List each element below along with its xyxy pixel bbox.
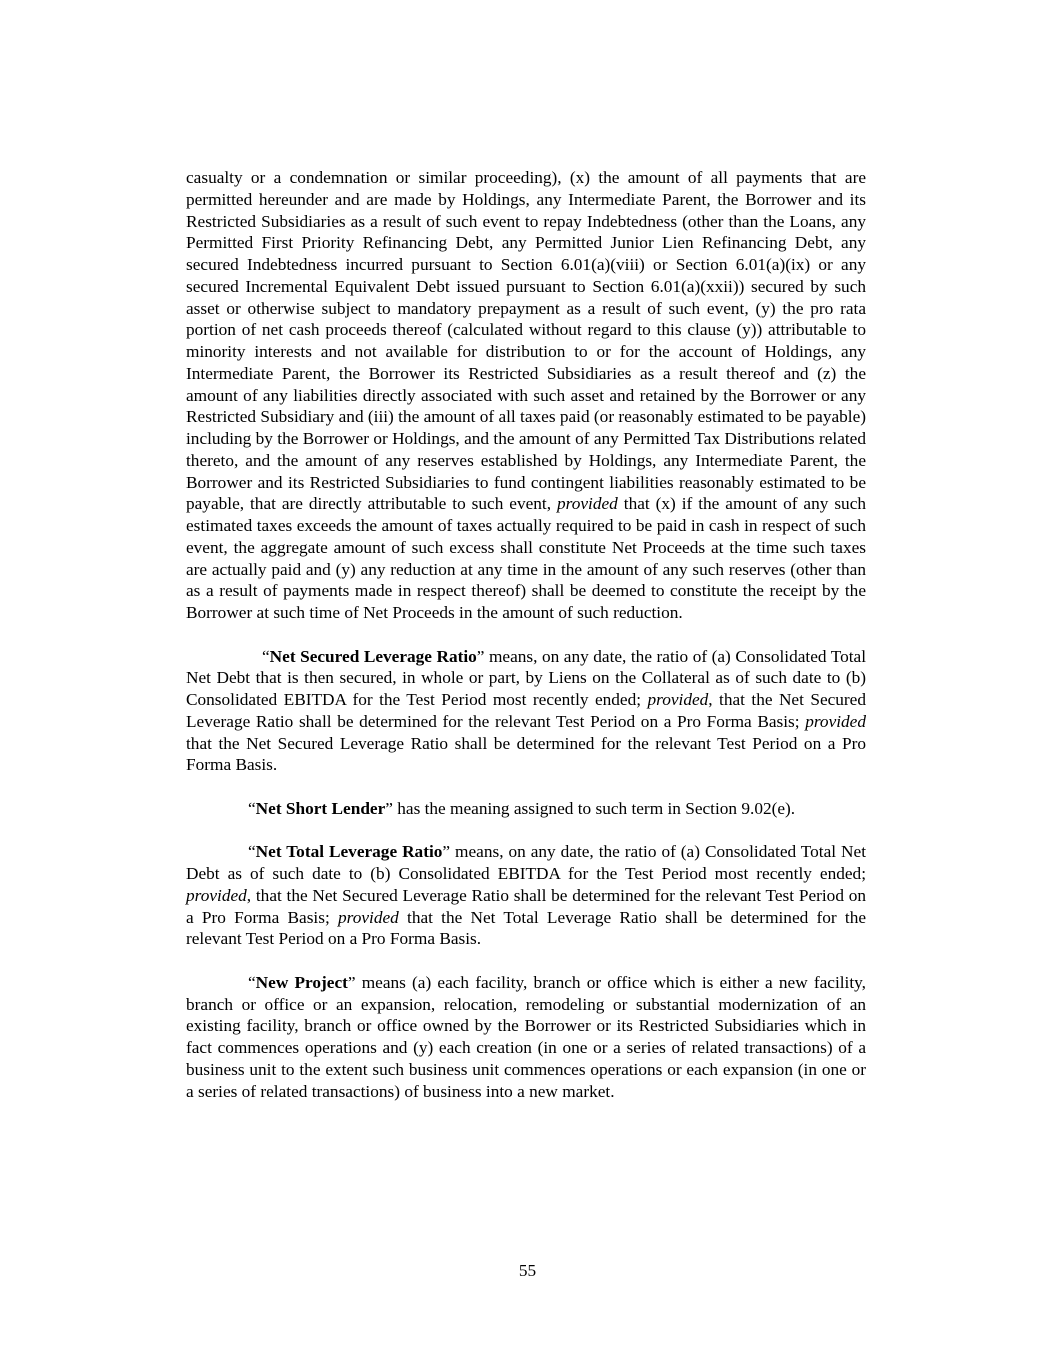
- definition-text: , that the Net Secured Leverage Ratio shall be determined for the relevant Test Period on a Pro Forma Basis;: [186, 885, 866, 927]
- definition-text: ” means, on any date, the ratio of (a) Consolidated Total Net Debt as of such date to (b) Consolidated EBITDA for the Test Period most recently ended;: [186, 842, 866, 883]
- definition-net-total-leverage-ratio: [186, 841, 866, 950]
- net-proceeds-continuation-paragraph: [186, 167, 866, 624]
- defined-term: Net Short Lender: [255, 798, 386, 818]
- open-quote: “: [248, 798, 256, 818]
- paragraph-text: that (x) if the amount of any such estimated taxes exceeds the amount of taxes actually required to be paid in cash in respect of such event, the aggregate amount of such excess shall constitute Net Proceeds at the time such taxes are actually paid and (y) any reduction at any time in the amount of any such reserves (other than as a result of payments made in respect thereof) shall be deemed to constitute the receipt by the Borrower at such time of Net Proceeds in the amount of such reduction.: [186, 494, 867, 622]
- open-quote: “: [248, 972, 256, 992]
- open-quote: “: [248, 842, 256, 862]
- definition-text: that the Net Total Leverage Ratio shall be determined for the relevant Test Period on a Pro Forma Basis.: [186, 907, 866, 949]
- defined-term: New Project: [255, 972, 348, 992]
- provided-italic: provided: [338, 907, 399, 927]
- definition-net-secured-leverage-ratio: [186, 646, 866, 777]
- definition-net-short-lender: [186, 798, 866, 820]
- paragraph-text: casualty or a condemnation or similar proceeding), (x) the amount of all payments that are permitted hereunder and are made by Holdings, any Intermediate Parent, the Borrower and its Restricted Subsidiaries as a result of such event to repay Indebtedness (other than the Loans, any Permitted First Priority Refinancing Debt, any Permitted Junior Lien Refinancing Debt, any secured Indebtedness incurred pursuant to Section 6.01(a)(viii) or Section 6.01(a)(ix) or any secured Incremental Equivalent Debt issued pursuant to Section 6.01(a)(xxii)) secured by such asset or otherwise subject to mandatory prepayment as a result of such event, (y) the pro rata portion of net cash proceeds thereof (calculated without regard to this clause (y)) attributable to minority interests and not available for distribution to or for the account of Holdings, any Intermediate Parent, the Borrower its Restricted Subsidiaries as a result thereof and (z) the amount of any liabilities directly associated with such asset and retained by the Borrower or any Restricted Subsidiary and (iii) the amount of all taxes paid (or reasonably estimated to be payable) including by the Borrower or Holdings, and the amount of any Permitted Tax Distributions related thereto, and the amount of any reserves established by Holdings, any Intermediate Parent, the Borrower and its Restricted Subsidiaries to fund contingent liabilities reasonably estimated to be payable, that are directly attributable to such event,: [186, 168, 867, 514]
- definition-text: , that the Net Secured Leverage Ratio shall be determined for the relevant Test Period on a Pro Forma Basis;: [186, 690, 866, 731]
- definition-text: ” means (a) each facility, branch or office which is either a new facility, branch or office or an expansion, relocation, remodeling or substantial modernization of an existing facility, branch or office owned by the Borrower or its Restricted Subsidiaries which in fact commences operations and (y) each creation (in one or a series of related transactions) of a business unit to the extent such business unit commences operations or each expansion (in one or a series of related transactions) of business into a new market.: [186, 972, 867, 1101]
- open-quote: “: [262, 646, 270, 666]
- provided-italic: provided: [647, 690, 709, 709]
- provided-italic: provided: [557, 494, 618, 514]
- definition-new-project: [186, 972, 866, 1103]
- defined-term: Net Secured Leverage Ratio: [269, 646, 477, 666]
- defined-term: Net Total Leverage Ratio: [255, 842, 443, 862]
- provided-italic: provided: [805, 711, 866, 731]
- document-body: [186, 167, 866, 1102]
- provided-italic: provided: [186, 885, 247, 905]
- definition-text: ” has the meaning assigned to such term in Section 9.02(e).: [385, 798, 796, 818]
- page-number: 55: [518, 1261, 537, 1280]
- definition-text: ” means, on any date, the ratio of (a) Consolidated Total Net Debt that is then secured, in whole or part, by Liens on the Collateral as of such date to (b) Consolidated EBITDA for the Test Period most recently ended;: [186, 646, 866, 709]
- definition-text: that the Net Secured Leverage Ratio shall be determined for the relevant Test Period on a Pro Forma Basis.: [186, 733, 866, 775]
